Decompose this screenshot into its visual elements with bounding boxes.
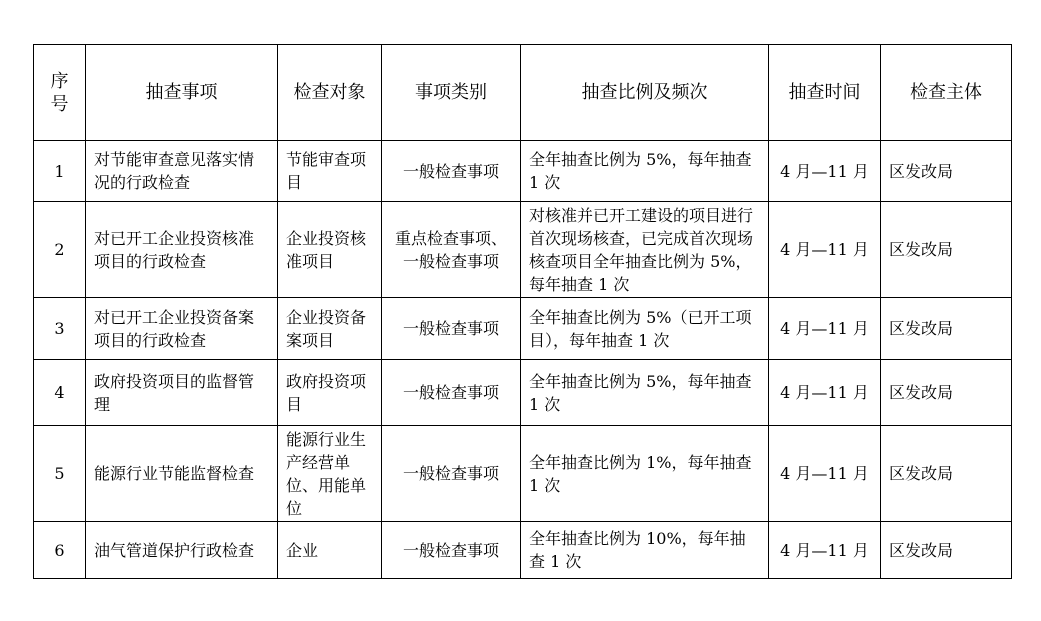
cell-item: 油气管道保护行政检查 [86,522,278,579]
cell-time: 4 月—11 月 [769,141,881,202]
cell-subject: 区发改局 [881,360,1012,426]
cell-no: 4 [34,360,86,426]
cell-ratio: 全年抽查比例为 5%，每年抽查 1 次 [521,360,769,426]
table-row [34,522,1012,579]
cell-no: 3 [34,298,86,360]
cell-category: 一般检查事项 [382,298,521,360]
cell-item: 政府投资项目的监督管理 [86,360,278,426]
cell-subject: 区发改局 [881,141,1012,202]
cell-object: 能源行业生产经营单位、用能单位 [278,426,382,522]
cell-category: 一般检查事项 [382,426,521,522]
cell-item: 能源行业节能监督检查 [86,426,278,522]
cell-object: 企业投资备案项目 [278,298,382,360]
table-row [34,360,1012,426]
cell-object: 企业 [278,522,382,579]
table-row [34,141,1012,202]
cell-item: 对节能审查意见落实情况的行政检查 [86,141,278,202]
header-object: 检查对象 [278,45,382,141]
cell-ratio: 全年抽查比例为 5%，每年抽查 1 次 [521,141,769,202]
header-time: 抽查时间 [769,45,881,141]
cell-ratio: 全年抽查比例为 1%，每年抽查 1 次 [521,426,769,522]
cell-time: 4 月—11 月 [769,298,881,360]
cell-category: 一般检查事项 [382,360,521,426]
cell-no: 1 [34,141,86,202]
cell-category: 一般检查事项 [382,141,521,202]
cell-ratio: 对核准并已开工建设的项目进行首次现场核查，已完成首次现场核查项目全年抽查比例为 5%，每年抽查 1 次 [521,202,769,298]
table-row [34,426,1012,522]
header-seq: 序 号 [34,45,86,141]
cell-time: 4 月—11 月 [769,522,881,579]
cell-no: 5 [34,426,86,522]
cell-subject: 区发改局 [881,522,1012,579]
inspection-table [33,44,1012,579]
cell-object: 节能审查项目 [278,141,382,202]
cell-ratio: 全年抽查比例为 10%，每年抽查 1 次 [521,522,769,579]
header-item: 抽查事项 [86,45,278,141]
header-subject: 检查主体 [881,45,1012,141]
cell-ratio: 全年抽查比例为 5%（已开工项目），每年抽查 1 次 [521,298,769,360]
header-category: 事项类别 [382,45,521,141]
cell-category: 重点检查事项、一般检查事项 [382,202,521,298]
cell-subject: 区发改局 [881,426,1012,522]
cell-subject: 区发改局 [881,298,1012,360]
table-row [34,202,1012,298]
cell-subject: 区发改局 [881,202,1012,298]
cell-no: 2 [34,202,86,298]
cell-time: 4 月—11 月 [769,360,881,426]
cell-item: 对已开工企业投资核准项目的行政检查 [86,202,278,298]
cell-object: 政府投资项目 [278,360,382,426]
cell-item: 对已开工企业投资备案项目的行政检查 [86,298,278,360]
header-ratio: 抽查比例及频次 [521,45,769,141]
cell-time: 4 月—11 月 [769,426,881,522]
cell-no: 6 [34,522,86,579]
table-row [34,298,1012,360]
cell-time: 4 月—11 月 [769,202,881,298]
header-row [34,45,1012,141]
cell-category: 一般检查事项 [382,522,521,579]
cell-object: 企业投资核准项目 [278,202,382,298]
